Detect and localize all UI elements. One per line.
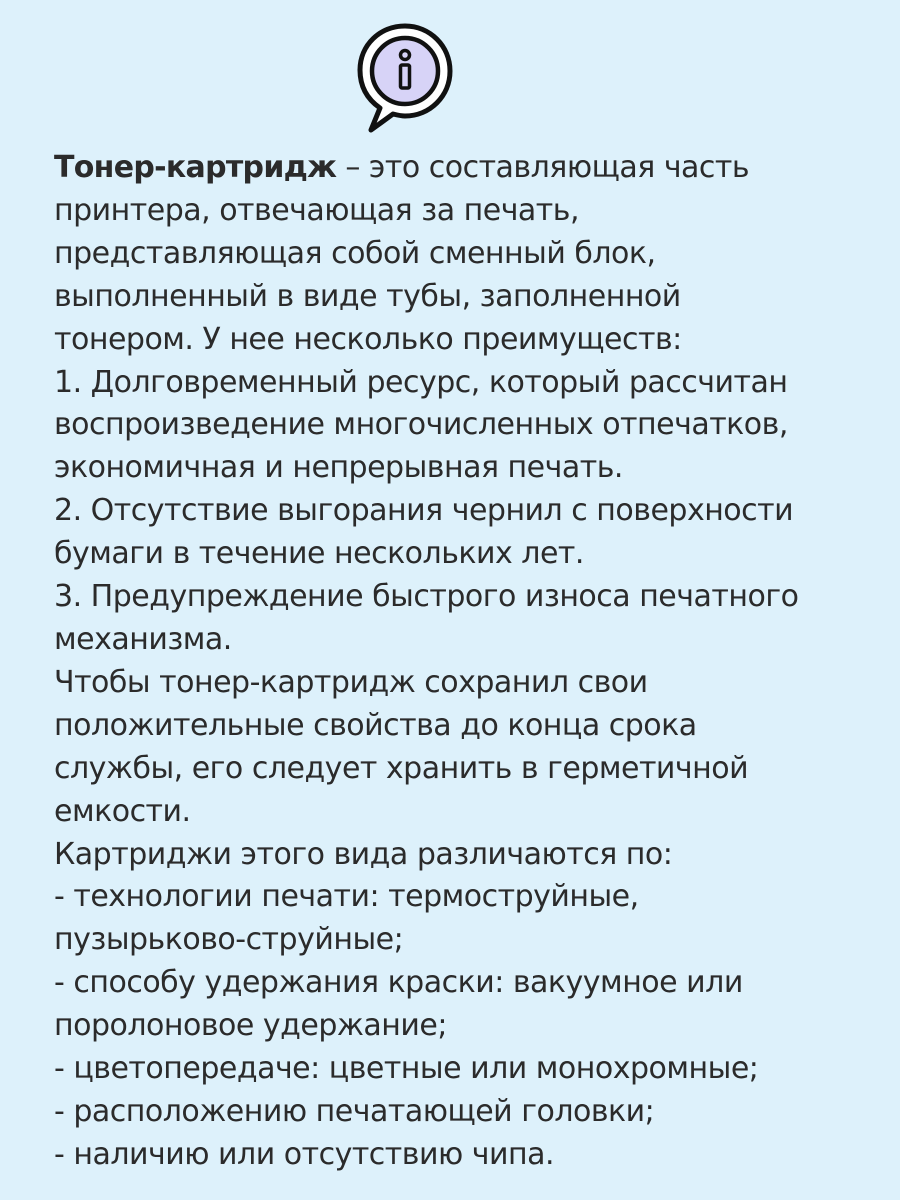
text-line: Картриджи этого вида различаются по: — [54, 836, 673, 872]
text-line: представляющая собой сменный блок, — [54, 235, 656, 271]
text-line: бумаги в течение нескольких лет. — [54, 536, 584, 572]
text-line: - наличию или отсутствию чипа. — [54, 1136, 554, 1172]
text-line: - способу удержания краски: вакуумное или — [54, 965, 743, 1001]
text-line: службы, его следует хранить в герметичной — [54, 750, 749, 786]
text-line: тонером. У нее несколько преимуществ: — [54, 321, 682, 357]
text-line: емкости. — [54, 793, 191, 829]
text-line: принтера, отвечающая за печать, — [54, 192, 579, 228]
text-line: воспроизведение многочисленных отпечатков, — [54, 407, 788, 443]
text-line: поролоновое удержание; — [54, 1008, 447, 1044]
text-line: Чтобы тонер-картридж сохранил свои — [54, 664, 648, 700]
text-line: пузырьково-струйные; — [54, 922, 404, 958]
term-title: Тонер-картридж — [54, 150, 337, 185]
lead-line — [54, 147, 854, 190]
text-line: - расположению печатающей головки; — [54, 1093, 655, 1129]
text-line: 1. Долговременный ресурс, который рассчитан — [54, 364, 788, 400]
text-line: механизма. — [54, 621, 232, 657]
text-line: положительные свойства до конца срока — [54, 707, 697, 743]
text-line: 2. Отсутствие выгорания чернил с поверхности — [54, 493, 794, 529]
lead-text: – это составляющая часть — [336, 150, 750, 185]
text-line: экономичная и непрерывная печать. — [54, 450, 623, 486]
info-speech-bubble-icon — [352, 22, 458, 134]
text-line: - технологии печати: термоструйные, — [54, 879, 639, 915]
text-line: выполненный в виде тубы, заполненной — [54, 278, 681, 314]
text-line: 3. Предупреждение быстрого износа печатного — [54, 579, 799, 615]
article-text — [54, 147, 854, 1177]
text-line: - цветопередаче: цветные или монохромные; — [54, 1051, 759, 1087]
